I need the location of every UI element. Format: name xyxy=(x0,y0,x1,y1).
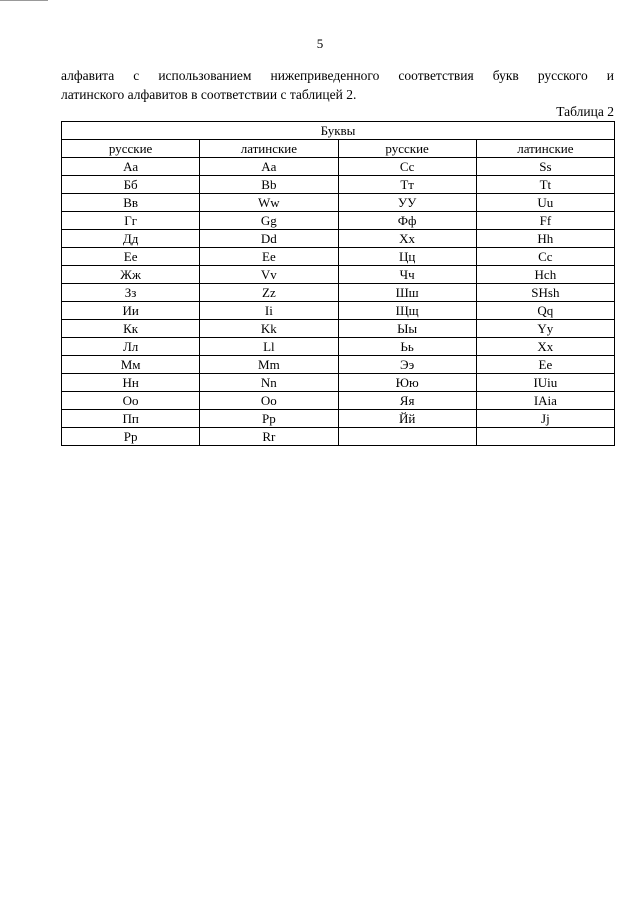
latin-letter-cell: Nn xyxy=(200,374,338,392)
table-row xyxy=(62,248,615,266)
latin-letter-cell: Hh xyxy=(476,230,614,248)
latin-letter-cell xyxy=(476,428,614,446)
page-number: 5 xyxy=(316,36,324,51)
russian-letter-cell: Юю xyxy=(338,374,476,392)
latin-letter-cell: Ll xyxy=(200,338,338,356)
scan-edge-mark xyxy=(0,0,48,7)
table-row xyxy=(62,194,615,212)
russian-letter-cell: Зз xyxy=(62,284,200,302)
table-row xyxy=(62,230,615,248)
latin-letter-cell: Cc xyxy=(476,248,614,266)
column-header-latin-1: латинские xyxy=(200,140,338,158)
russian-letter-cell: Цц xyxy=(338,248,476,266)
russian-letter-cell: Щщ xyxy=(338,302,476,320)
intro-line-2: латинского алфавитов в соответствии с таблицей 2. xyxy=(61,87,357,102)
russian-letter-cell xyxy=(338,428,476,446)
russian-letter-cell: Ии xyxy=(62,302,200,320)
latin-letter-cell: Kk xyxy=(200,320,338,338)
latin-letter-cell: Dd xyxy=(200,230,338,248)
russian-letter-cell: Йй xyxy=(338,410,476,428)
latin-letter-cell: Bb xyxy=(200,176,338,194)
russian-letter-cell: Пп xyxy=(62,410,200,428)
table-group-header: Буквы xyxy=(62,122,615,140)
table-row xyxy=(62,158,615,176)
russian-letter-cell: Кк xyxy=(62,320,200,338)
latin-letter-cell: Rr xyxy=(200,428,338,446)
latin-letter-cell: Oo xyxy=(200,392,338,410)
russian-letter-cell: Фф xyxy=(338,212,476,230)
intro-paragraph xyxy=(61,66,614,104)
table-row xyxy=(62,266,615,284)
latin-letter-cell: Jj xyxy=(476,410,614,428)
russian-letter-cell: Дд xyxy=(62,230,200,248)
russian-letter-cell: Чч xyxy=(338,266,476,284)
column-header-russian-2: русские xyxy=(338,140,476,158)
latin-letter-cell: Xx xyxy=(476,338,614,356)
russian-letter-cell: Хх xyxy=(338,230,476,248)
russian-letter-cell: УУ xyxy=(338,194,476,212)
russian-letter-cell: Рр xyxy=(62,428,200,446)
table-caption: Таблица 2 xyxy=(556,104,614,119)
russian-letter-cell: Сс xyxy=(338,158,476,176)
table-row xyxy=(62,410,615,428)
russian-letter-cell: Ыы xyxy=(338,320,476,338)
russian-letter-cell: Ээ xyxy=(338,356,476,374)
russian-letter-cell: Жж xyxy=(62,266,200,284)
table-row xyxy=(62,392,615,410)
russian-letter-cell: Яя xyxy=(338,392,476,410)
russian-letter-cell: Шш xyxy=(338,284,476,302)
russian-letter-cell: Нн xyxy=(62,374,200,392)
latin-letter-cell: Qq xyxy=(476,302,614,320)
latin-letter-cell: Ss xyxy=(476,158,614,176)
latin-letter-cell: Vv xyxy=(200,266,338,284)
latin-letter-cell: Uu xyxy=(476,194,614,212)
russian-letter-cell: Тт xyxy=(338,176,476,194)
russian-letter-cell: Ее xyxy=(62,248,200,266)
table-row xyxy=(62,356,615,374)
latin-letter-cell: Ff xyxy=(476,212,614,230)
table-row xyxy=(62,338,615,356)
latin-letter-cell: Ii xyxy=(200,302,338,320)
latin-letter-cell: Yy xyxy=(476,320,614,338)
latin-letter-cell: Ee xyxy=(476,356,614,374)
russian-letter-cell: Аа xyxy=(62,158,200,176)
latin-letter-cell: Gg xyxy=(200,212,338,230)
latin-letter-cell: Aa xyxy=(200,158,338,176)
column-header-russian-1: русские xyxy=(62,140,200,158)
russian-letter-cell: Мм xyxy=(62,356,200,374)
latin-letter-cell: IAia xyxy=(476,392,614,410)
table-row xyxy=(62,284,615,302)
letters-table xyxy=(61,121,615,446)
latin-letter-cell: IUiu xyxy=(476,374,614,392)
table-row xyxy=(62,212,615,230)
latin-letter-cell: Hch xyxy=(476,266,614,284)
russian-letter-cell: Оо xyxy=(62,392,200,410)
latin-letter-cell: Mm xyxy=(200,356,338,374)
table-row xyxy=(62,302,615,320)
russian-letter-cell: Ьь xyxy=(338,338,476,356)
column-header-latin-2: латинские xyxy=(476,140,614,158)
intro-line-1: алфавита с использованием нижеприведенного соответствия букв русского и xyxy=(61,68,614,83)
latin-letter-cell: Ee xyxy=(200,248,338,266)
russian-letter-cell: Лл xyxy=(62,338,200,356)
table-row xyxy=(62,428,615,446)
table-row xyxy=(62,374,615,392)
latin-letter-cell: Ww xyxy=(200,194,338,212)
table-row xyxy=(62,320,615,338)
latin-letter-cell: Zz xyxy=(200,284,338,302)
latin-letter-cell: SHsh xyxy=(476,284,614,302)
russian-letter-cell: Бб xyxy=(62,176,200,194)
letters-table-body xyxy=(62,158,615,446)
latin-letter-cell: Tt xyxy=(476,176,614,194)
russian-letter-cell: Вв xyxy=(62,194,200,212)
russian-letter-cell: Гг xyxy=(62,212,200,230)
latin-letter-cell: Pp xyxy=(200,410,338,428)
table-row xyxy=(62,176,615,194)
